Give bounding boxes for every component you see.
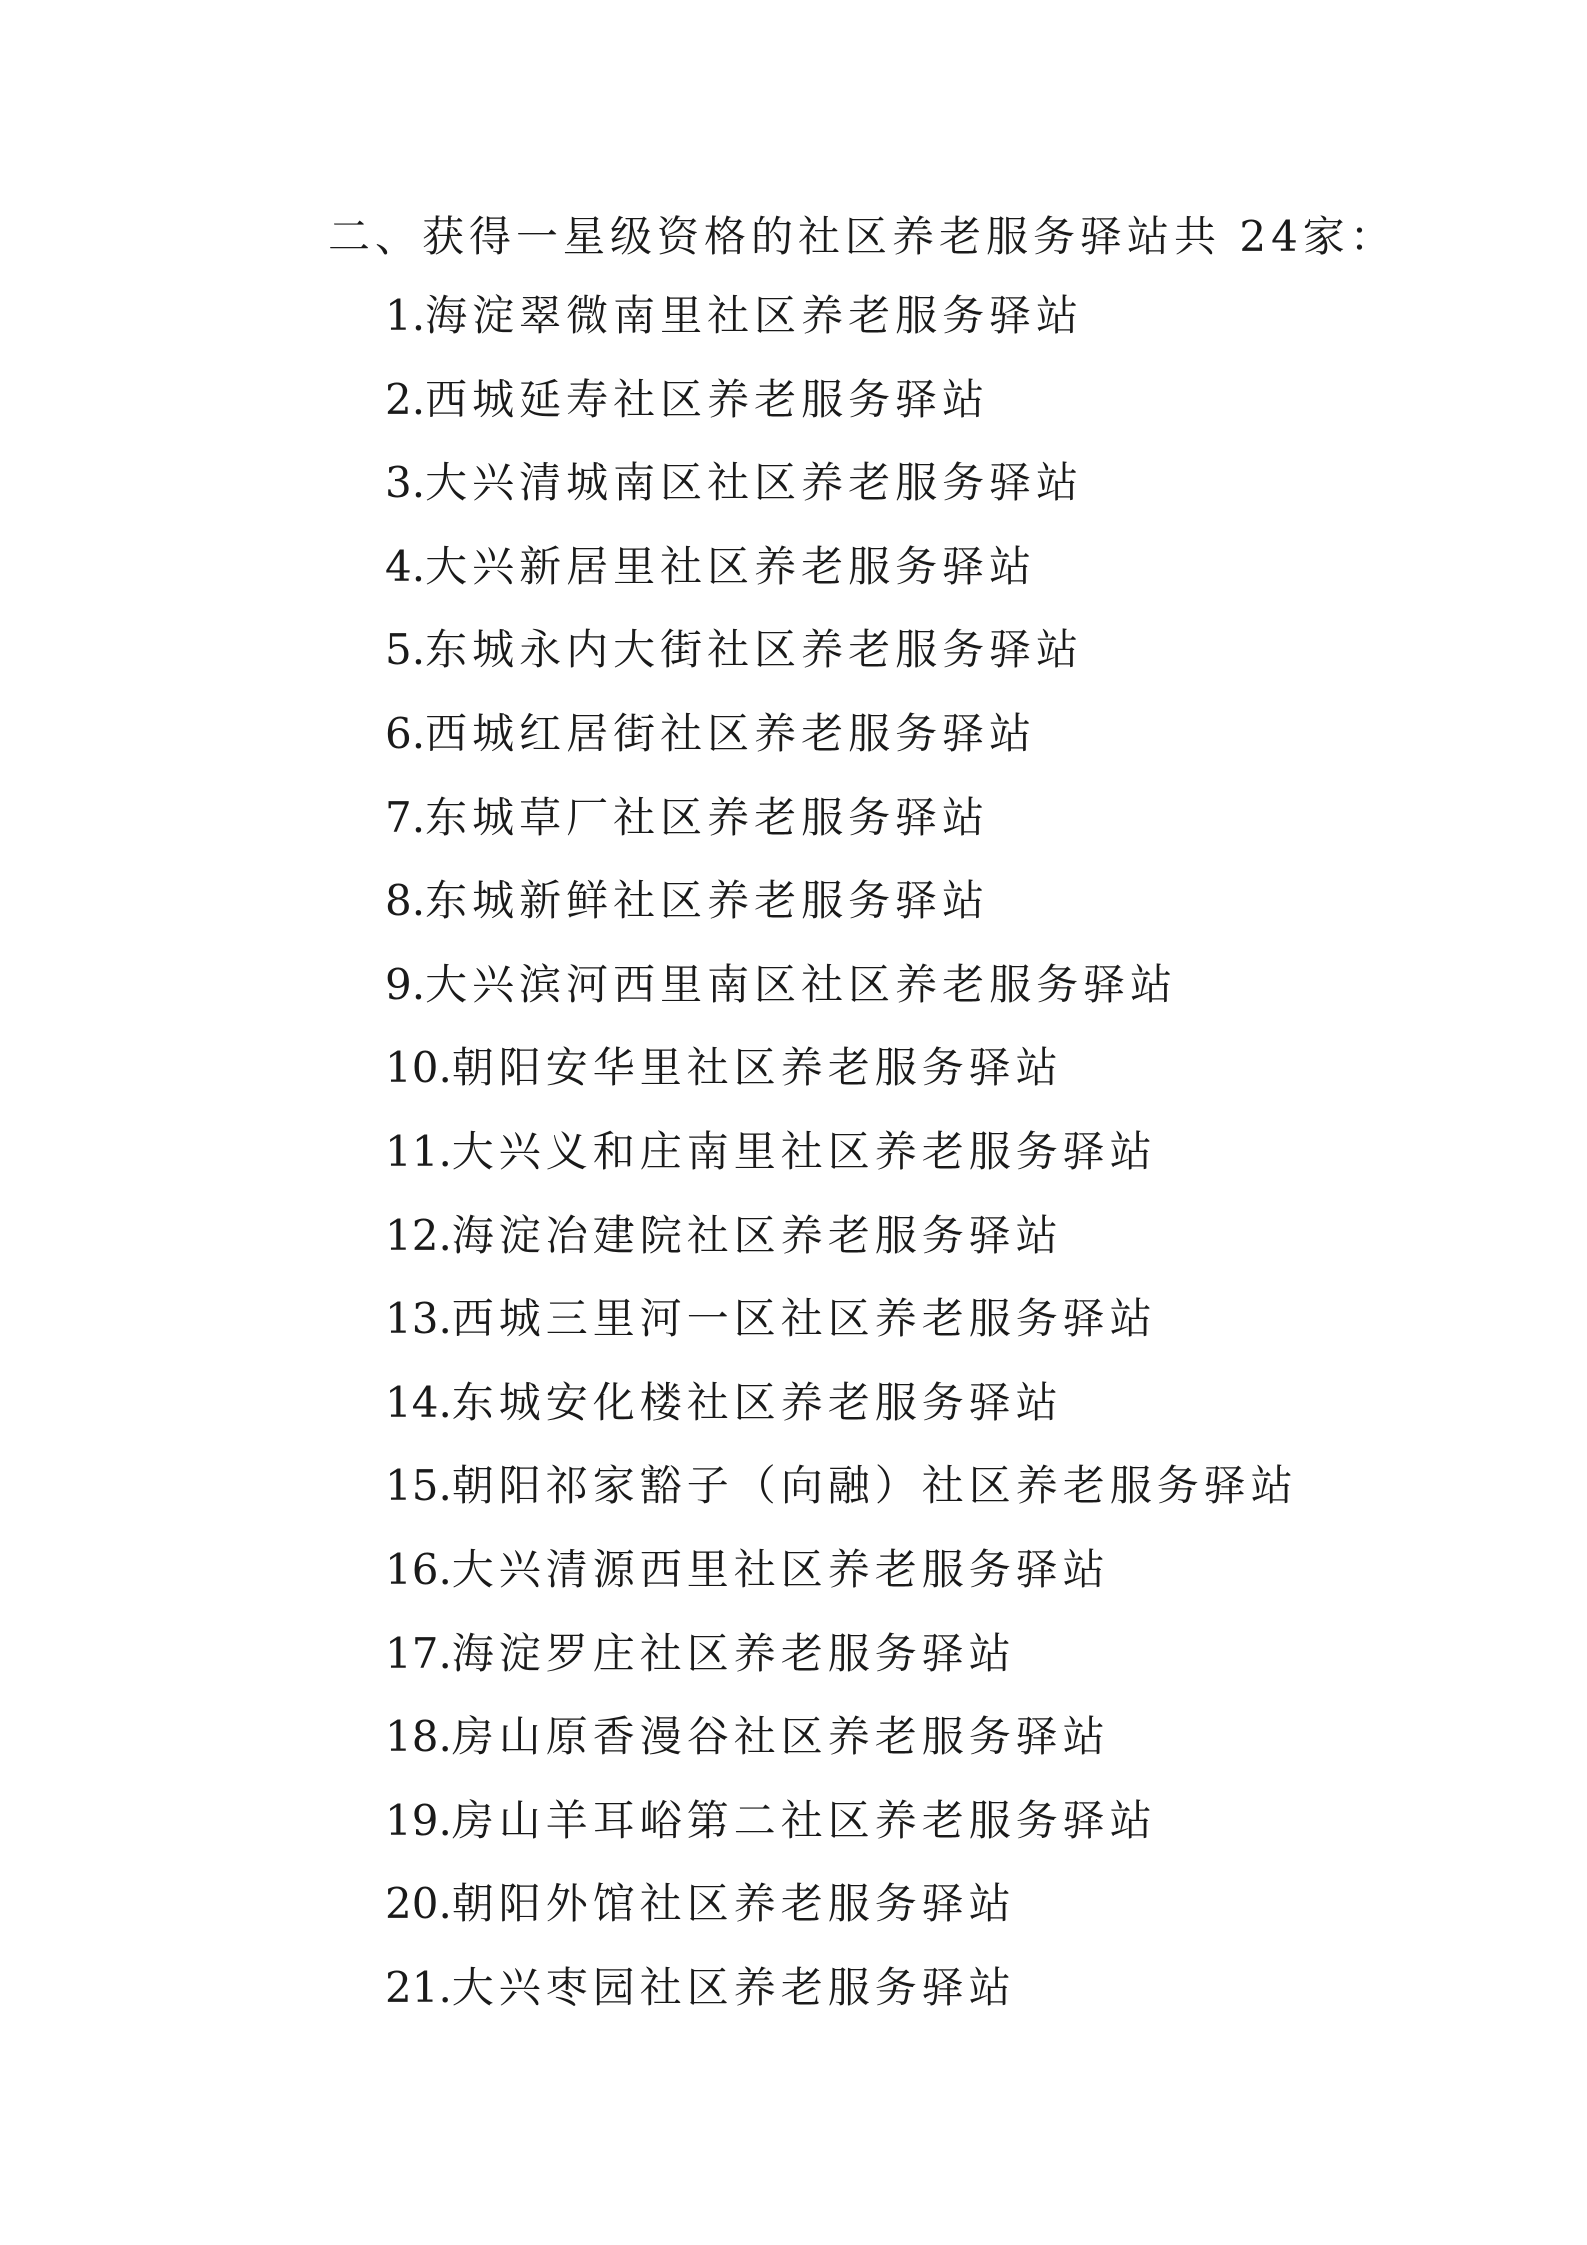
list-item: [385, 453, 1298, 537]
list-item: [385, 286, 1298, 370]
item-number: 8.: [385, 876, 426, 926]
list-item: [385, 1122, 1298, 1206]
item-text: 海淀翠微南里社区养老服务驿站: [425, 291, 1084, 340]
list-item: [385, 1791, 1298, 1875]
item-number: 2.: [385, 374, 426, 424]
list-item: [385, 370, 1298, 454]
item-number: 7.: [385, 792, 426, 842]
list-item: [385, 704, 1298, 788]
list-item: [385, 788, 1298, 872]
list-item: [385, 1038, 1298, 1122]
item-number: 1.: [385, 291, 426, 340]
list-item: [385, 955, 1298, 1039]
item-text: 大兴滨河西里南区社区养老服务驿站: [425, 959, 1178, 1009]
item-text: 海淀冶建院社区养老服务驿站: [451, 1210, 1063, 1260]
list-item: [385, 1456, 1298, 1540]
list-item: [385, 537, 1298, 621]
item-text: 房山羊耳峪第二社区养老服务驿站: [451, 1795, 1157, 1845]
item-number: 5.: [385, 625, 426, 675]
list-item: [385, 1289, 1298, 1373]
item-text: 大兴清城南区社区养老服务驿站: [425, 458, 1084, 508]
list-item: [385, 1874, 1298, 1958]
item-number: 19.: [385, 1795, 452, 1845]
item-number: 3.: [385, 458, 426, 508]
list-item: [385, 871, 1298, 955]
item-number: 11.: [385, 1126, 452, 1176]
station-list: [385, 286, 1298, 2041]
list-item: [385, 1540, 1298, 1624]
item-text: 朝阳外馆社区养老服务驿站: [451, 1879, 1016, 1929]
item-number: 6.: [385, 708, 426, 758]
list-item: [385, 1707, 1298, 1791]
item-number: 20.: [385, 1879, 452, 1929]
item-number: 12.: [385, 1210, 452, 1260]
item-text: 海淀罗庄社区养老服务驿站: [451, 1628, 1016, 1678]
item-number: 18.: [385, 1712, 452, 1762]
item-text: 东城安化楼社区养老服务驿站: [451, 1377, 1063, 1427]
item-number: 14.: [385, 1377, 452, 1427]
item-text: 大兴新居里社区养老服务驿站: [425, 541, 1037, 591]
item-number: 17.: [385, 1628, 452, 1678]
list-item: [385, 1624, 1298, 1708]
item-text: 朝阳安华里社区养老服务驿站: [451, 1043, 1063, 1093]
item-text: 西城红居街社区养老服务驿站: [425, 708, 1037, 758]
item-text: 朝阳祁家豁子（向融）社区养老服务驿站: [451, 1461, 1298, 1511]
item-number: 13.: [385, 1294, 452, 1344]
item-text: 房山原香漫谷社区养老服务驿站: [451, 1712, 1110, 1762]
section-heading: 二、获得一星级资格的社区养老服务驿站共 24家：: [328, 212, 1397, 261]
item-text: 大兴义和庄南里社区养老服务驿站: [451, 1126, 1157, 1176]
item-text: 东城新鲜社区养老服务驿站: [425, 876, 990, 926]
item-text: 东城永内大街社区养老服务驿站: [425, 625, 1084, 675]
item-number: 10.: [385, 1043, 452, 1093]
item-text: 大兴清源西里社区养老服务驿站: [451, 1544, 1110, 1594]
item-number: 15.: [385, 1461, 452, 1511]
list-item: [385, 1206, 1298, 1290]
item-number: 21.: [385, 1962, 452, 2012]
list-item: [385, 1958, 1298, 2042]
item-number: 9.: [385, 959, 426, 1009]
item-text: 西城三里河一区社区养老服务驿站: [451, 1294, 1157, 1344]
list-item: [385, 1373, 1298, 1457]
item-text: 东城草厂社区养老服务驿站: [425, 792, 990, 842]
item-text: 大兴枣园社区养老服务驿站: [451, 1962, 1016, 2012]
item-number: 4.: [385, 541, 426, 591]
list-item: [385, 620, 1298, 704]
item-number: 16.: [385, 1544, 452, 1594]
item-text: 西城延寿社区养老服务驿站: [425, 374, 990, 424]
